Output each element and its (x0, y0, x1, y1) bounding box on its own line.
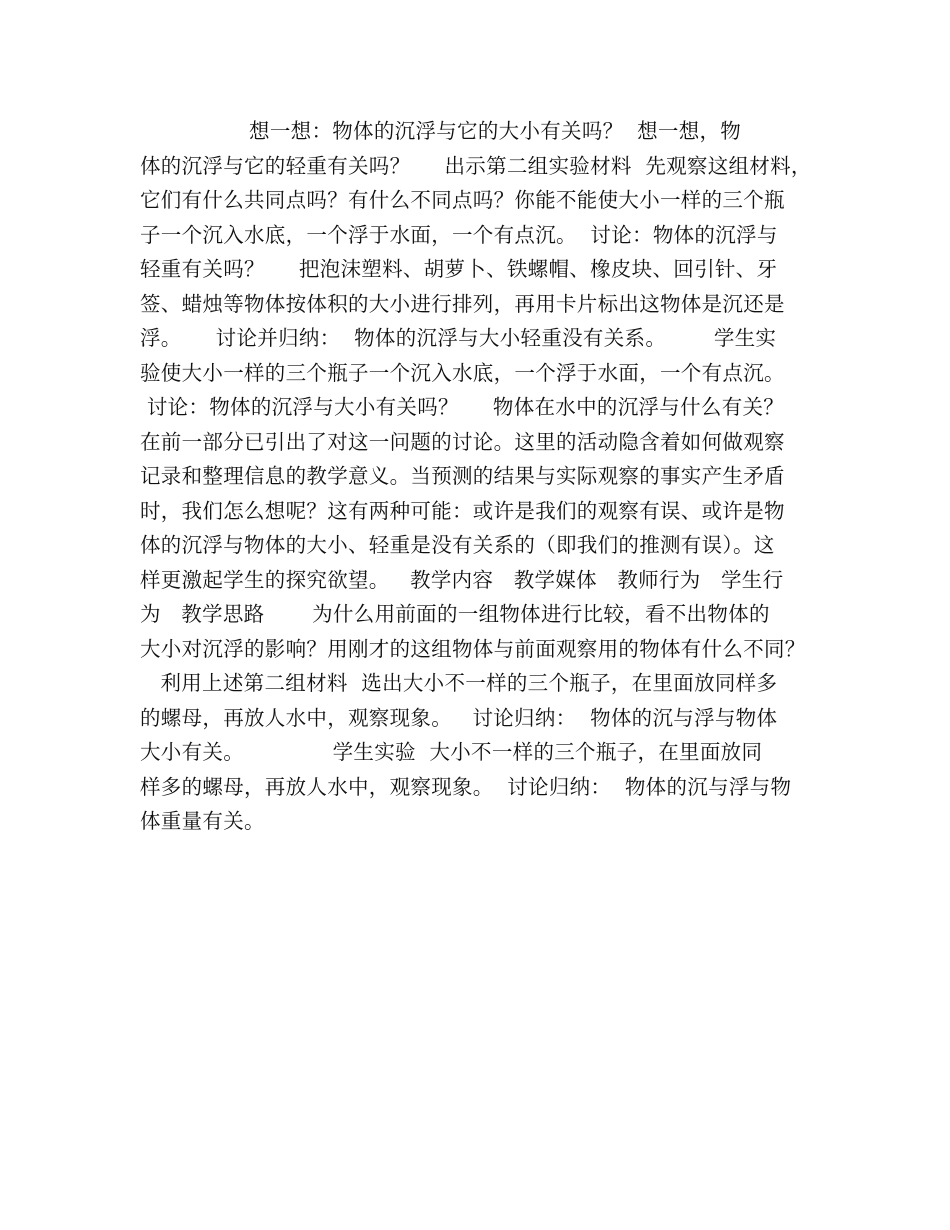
text-line: 签、蜡烛等物体按体积的大小进行排列，再用卡片标出这物体是沉还是 (140, 291, 785, 316)
text-line: 体的沉浮与它的轻重有关吗？ 出示第二组实验材料 先观察这组材料， (140, 153, 812, 178)
text-line: 子一个沉入水底，一个浮于水面，一个有点沉。 讨论：物体的沉浮与 (140, 222, 778, 247)
text-line: 为 教学思路 为什么用前面的一组物体进行比较，看不出物体的 (140, 602, 770, 626)
text-line: 大小有关。 学生实验 大小不一样的三个瓶子，在里面放同 (140, 740, 763, 764)
text-line: 时，我们怎么想呢？这有两种可能：或许是我们的观察有误、或许是物 (140, 498, 785, 523)
text-line: 验使大小一样的三个瓶子一个沉入水底，一个浮于水面，一个有点沉。 (140, 360, 785, 385)
text-line: 大小对沉浮的影响？用刚才的这组物体与前面观察用的物体有什么不同？ (140, 636, 806, 661)
text-line: 样更激起学生的探究欲望。 教学内容 教学媒体 教师行为 学生行 (140, 567, 784, 592)
text-line: 浮。 讨论并归纳： 物体的沉浮与大小轻重没有关系。 学生实 (140, 326, 777, 350)
text-line: 在前一部分已引出了对这一问题的讨论。这里的活动隐含着如何做观察 (140, 429, 785, 454)
text-line: 记录和整理信息的教学意义。当预测的结果与实际观察的事实产生矛盾 (140, 464, 785, 488)
text-line: 体重量有关。 (140, 809, 265, 833)
body-text (140, 114, 830, 839)
text-line: 体的沉浮与物体的大小、轻重是没有关系的（即我们的推测有误）。这 (140, 533, 775, 557)
text-line: 讨论：物体的沉浮与大小有关吗？ 物体在水中的沉浮与什么有关？ (140, 395, 785, 419)
text-line: 的螺母，再放人水中，观察现象。 讨论归纳： 物体的沉与浮与物体 (140, 705, 778, 730)
text-line: 它们有什么共同点吗？有什么不同点吗？你能不能使大小一样的三个瓶 (140, 188, 785, 212)
text-line: 利用上述第二组材料 选出大小不一样的三个瓶子，在里面放同样多 (140, 671, 778, 695)
text-line: 样多的螺母，再放人水中，观察现象。 讨论归纳： 物体的沉与浮与物 (140, 774, 792, 799)
text-line: 轻重有关吗？ 把泡沫塑料、胡萝卜、铁螺帽、橡皮块、回引针、牙 (140, 257, 778, 281)
text-line: 想一想：物体的沉浮与它的大小有关吗？ 想一想，物 (140, 119, 742, 143)
